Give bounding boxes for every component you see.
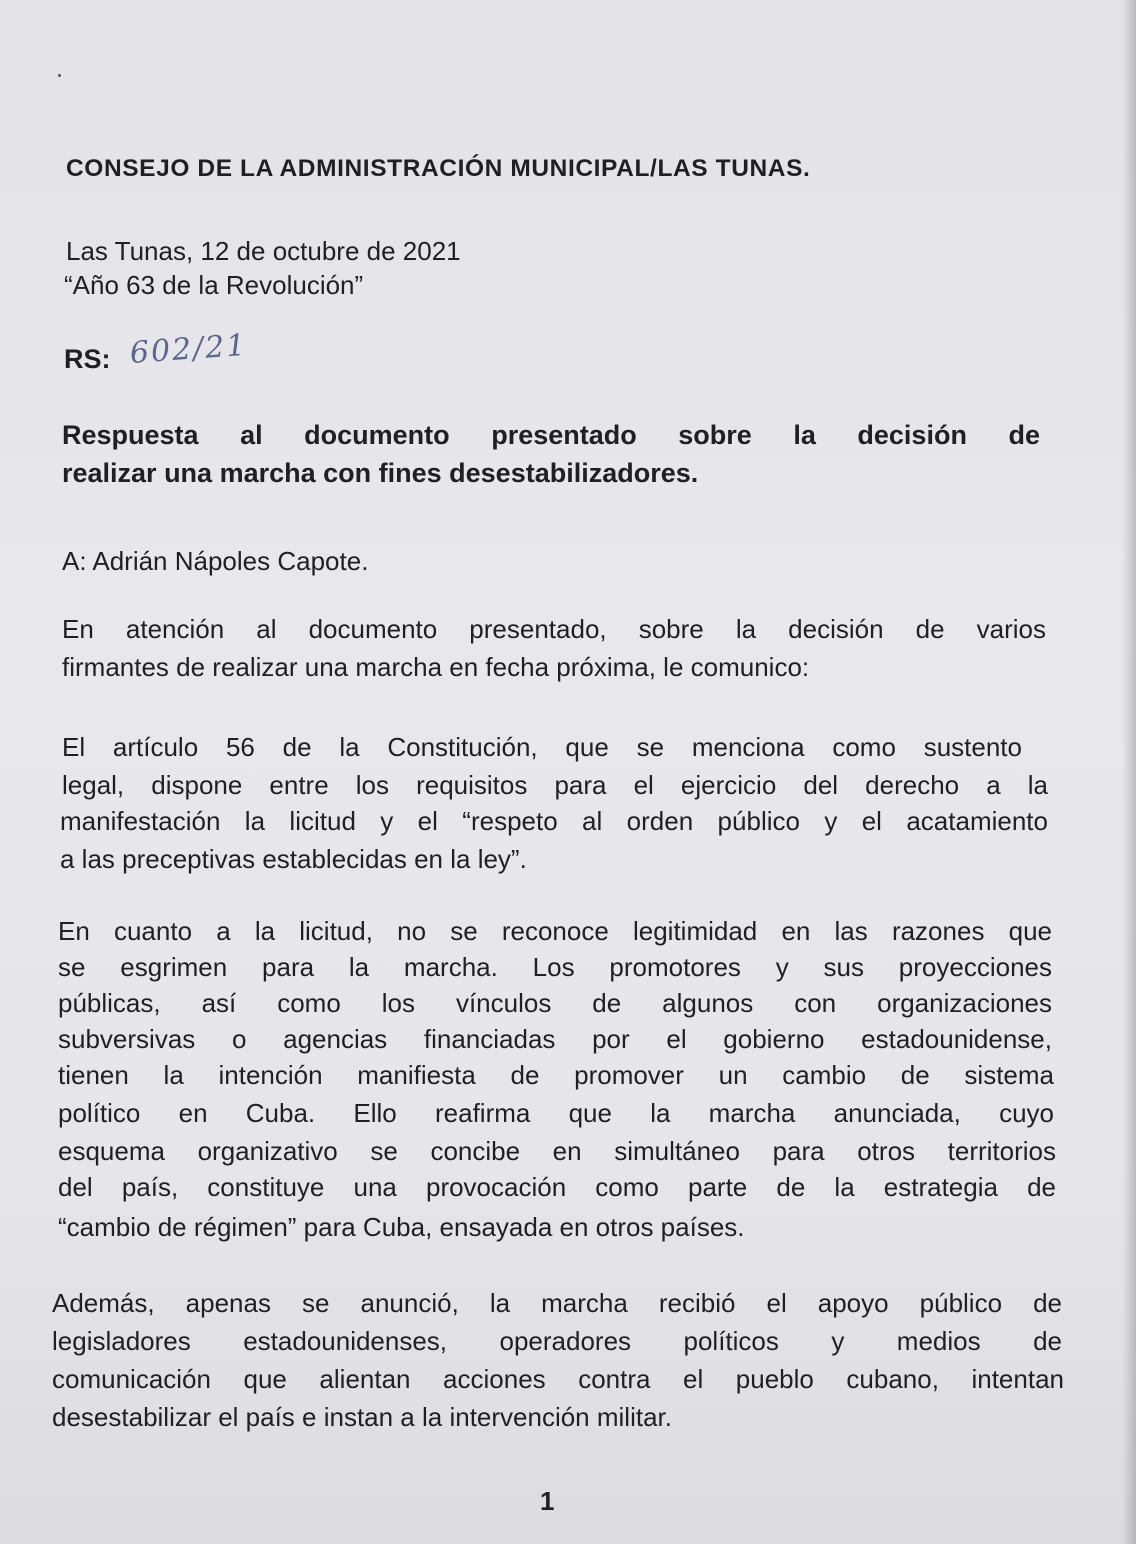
paragraph-3-line-6: político en Cuba. Ello reafirma que la marcha anunciada, cuyo — [58, 1098, 1054, 1128]
paragraph-4-line-4: desestabilizar el país e instan a la intervención militar. — [52, 1402, 672, 1432]
paragraph-3-line-5: tienen la intención manifiesta de promover un cambio de sistema — [58, 1060, 1054, 1090]
paragraph-4-line-2: legisladores estadounidenses, operadores políticos y medios de — [52, 1326, 1062, 1356]
paragraph-3-line-4: subversivas o agencias financiadas por el gobierno estadounidense, — [58, 1024, 1052, 1054]
paragraph-3-line-1: En cuanto a la licitud, no se reconoce legitimidad en las razones que — [58, 916, 1052, 946]
paragraph-3-line-8: del país, constituye una provocación como parte de la estrategia de — [58, 1172, 1056, 1202]
reference-label: RS: — [64, 344, 111, 374]
subject-line-2: realizar una marcha con fines desestabilizadores. — [62, 458, 699, 488]
subject-line-1: Respuesta al documento presentado sobre la decisión de — [62, 420, 1040, 450]
paragraph-2-line-3: manifestación la licitud y el “respeto al orden público y el acatamiento — [60, 806, 1048, 836]
paragraph-4-line-1: Además, apenas se anunció, la marcha recibió el apoyo público de — [52, 1288, 1062, 1318]
handwritten-reference-number: 602/21 — [128, 327, 249, 371]
place-date: Las Tunas, 12 de octubre de 2021 — [66, 236, 461, 266]
paragraph-2-line-1: El artículo 56 de la Constitución, que se menciona como sustento — [62, 732, 1022, 762]
recipient: A: Adrián Nápoles Capote. — [62, 546, 369, 576]
document-header: CONSEJO DE LA ADMINISTRACIÓN MUNICIPAL/LAS TUNAS. — [66, 155, 811, 182]
paragraph-1-line-2: firmantes de realizar una marcha en fecha próxima, le comunico: — [62, 652, 810, 682]
page-number: 1 — [540, 1486, 555, 1516]
paragraph-3-line-3: públicas, así como los vínculos de algunos con organizaciones — [58, 988, 1052, 1018]
page-edge-shadow — [1122, 0, 1136, 1544]
paragraph-1-line-1: En atención al documento presentado, sobre la decisión de varios — [62, 614, 1046, 644]
paragraph-4-line-3: comunicación que alientan acciones contra el pueblo cubano, intentan — [52, 1364, 1064, 1394]
year-motto: “Año 63 de la Revolución” — [64, 270, 364, 300]
paragraph-2-line-4: a las preceptivas establecidas en la ley”. — [60, 844, 527, 874]
paragraph-2-line-2: legal, dispone entre los requisitos para el ejercicio del derecho a la — [62, 770, 1048, 800]
paper-speck — [58, 74, 61, 77]
paragraph-3-line-2: se esgrimen para la marcha. Los promotores y sus proyecciones — [58, 952, 1052, 982]
paragraph-3-line-9: “cambio de régimen” para Cuba, ensayada en otros países. — [58, 1212, 745, 1242]
paragraph-3-line-7: esquema organizativo se concibe en simultáneo para otros territorios — [58, 1136, 1056, 1166]
